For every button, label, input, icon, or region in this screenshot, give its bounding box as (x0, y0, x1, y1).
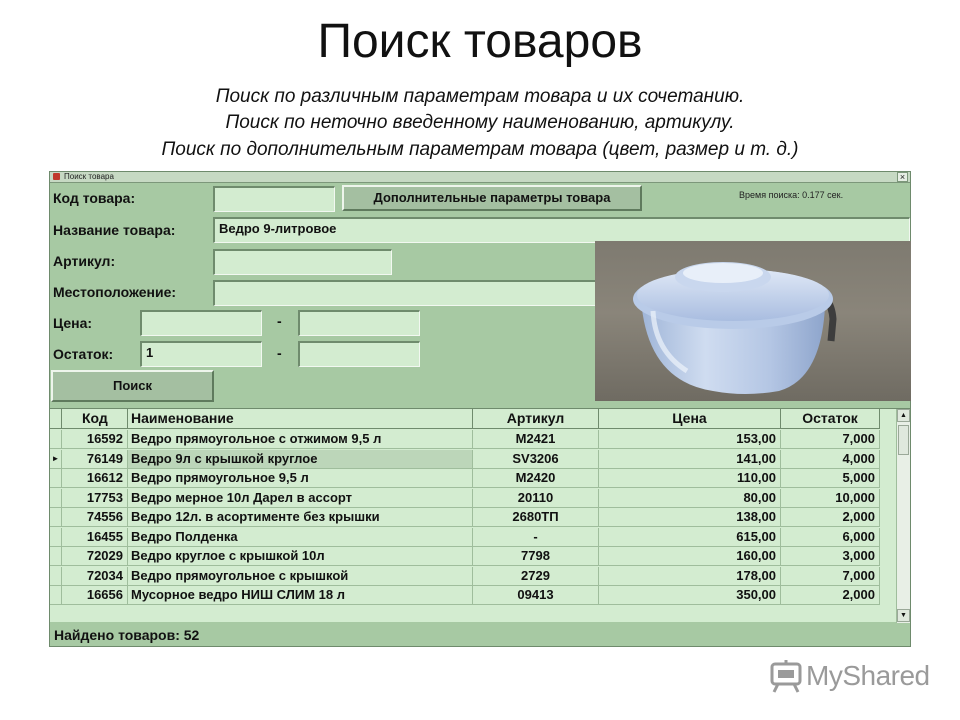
stock-from-field[interactable]: 1 (140, 341, 262, 367)
cell-article[interactable]: 2680ТП (473, 508, 599, 527)
cell-article[interactable]: M2420 (473, 469, 599, 488)
cell-code[interactable]: 16656 (62, 586, 128, 605)
cell-article[interactable]: - (473, 528, 599, 547)
cell-name[interactable]: Ведро прямоугольное с отжимом 9,5 л (128, 430, 473, 449)
cell-name[interactable]: Мусорное ведро НИШ СЛИМ 18 л (128, 586, 473, 605)
column-price-header[interactable]: Цена (599, 409, 781, 429)
cell-code[interactable]: 72029 (62, 547, 128, 566)
search-button[interactable]: Поиск (51, 370, 214, 402)
scrollbar-thumb[interactable] (898, 425, 909, 455)
code-field[interactable] (213, 186, 335, 212)
search-time: Время поиска: 0.177 сек. (739, 190, 844, 200)
cell-stock[interactable]: 2,000 (781, 508, 880, 527)
cell-price[interactable]: 350,00 (599, 586, 781, 605)
row-indicator[interactable] (50, 567, 62, 586)
cell-article[interactable]: SV3206 (473, 450, 599, 469)
stock-range-dash: - (277, 345, 282, 361)
column-name-header[interactable]: Наименование (128, 409, 473, 429)
app-icon (53, 173, 60, 180)
table-row[interactable] (50, 450, 880, 469)
myshared-logo (768, 656, 928, 696)
row-indicator[interactable] (50, 469, 62, 488)
row-indicator[interactable] (50, 528, 62, 547)
watermark-text: MyShared (806, 660, 930, 691)
slide-title: Поиск товаров (317, 15, 643, 68)
window-title: Поиск товара (64, 172, 114, 181)
article-field[interactable] (213, 249, 392, 275)
cell-stock[interactable]: 7,000 (781, 567, 880, 586)
cell-code[interactable]: 16592 (62, 430, 128, 449)
row-indicator[interactable] (50, 489, 62, 508)
row-indicator[interactable] (50, 508, 62, 527)
table-row[interactable] (50, 430, 880, 449)
cell-name[interactable]: Ведро прямоугольное 9,5 л (128, 469, 473, 488)
row-indicator[interactable] (50, 547, 62, 566)
cell-name[interactable]: Ведро мерное 10л Дарел в ассорт (128, 489, 473, 508)
stock-label: Остаток: (53, 346, 114, 362)
cell-price[interactable]: 153,00 (599, 430, 781, 449)
product-search-window (49, 171, 911, 647)
table-row[interactable] (50, 528, 880, 547)
column-code-header[interactable]: Код (62, 409, 128, 429)
name-label: Название товара: (53, 222, 176, 238)
cell-price[interactable]: 160,00 (599, 547, 781, 566)
location-field[interactable] (213, 280, 596, 306)
cell-code[interactable]: 74556 (62, 508, 128, 527)
row-pointer-icon[interactable]: ► (50, 450, 62, 469)
cell-name[interactable]: Ведро круглое с крышкой 10л (128, 547, 473, 566)
cell-stock[interactable]: 7,000 (781, 430, 880, 449)
product-photo (595, 241, 911, 401)
code-label: Код товара: (53, 190, 136, 206)
price-range-dash: - (277, 313, 282, 329)
cell-stock[interactable]: 3,000 (781, 547, 880, 566)
cell-stock[interactable]: 6,000 (781, 528, 880, 547)
scroll-down-icon[interactable]: ▼ (897, 609, 910, 622)
cell-article[interactable]: M2421 (473, 430, 599, 449)
cell-stock[interactable]: 5,000 (781, 469, 880, 488)
cell-article[interactable]: 2729 (473, 567, 599, 586)
cell-code[interactable]: 16612 (62, 469, 128, 488)
table-row[interactable] (50, 586, 880, 605)
cell-price[interactable]: 110,00 (599, 469, 781, 488)
cell-code[interactable]: 72034 (62, 567, 128, 586)
window-titlebar[interactable] (50, 172, 910, 183)
table-row[interactable] (50, 567, 880, 586)
close-icon[interactable]: × (897, 172, 908, 182)
price-from-field[interactable] (140, 310, 262, 336)
cell-stock[interactable]: 4,000 (781, 450, 880, 469)
stock-to-field[interactable] (298, 341, 420, 367)
cell-name[interactable]: Ведро Полденка (128, 528, 473, 547)
cell-price[interactable]: 138,00 (599, 508, 781, 527)
row-indicator[interactable] (50, 430, 62, 449)
presentation-board-icon (768, 658, 804, 694)
column-stock-header[interactable]: Остаток (781, 409, 880, 429)
table-row[interactable] (50, 489, 880, 508)
cell-name[interactable]: Ведро прямоугольное с крышкой (128, 567, 473, 586)
cell-article[interactable]: 09413 (473, 586, 599, 605)
grid-scrollbar[interactable] (896, 409, 910, 623)
cell-name[interactable]: Ведро 9л с крышкой круглое (128, 450, 473, 469)
location-label: Местоположение: (53, 284, 177, 300)
found-count-status: Найдено товаров: 52 (54, 627, 200, 643)
cell-code[interactable]: 17753 (62, 489, 128, 508)
table-row[interactable] (50, 547, 880, 566)
name-field[interactable]: Ведро 9-литровое (213, 217, 910, 243)
cell-code[interactable]: 16455 (62, 528, 128, 547)
table-row[interactable] (50, 469, 880, 488)
cell-stock[interactable]: 10,000 (781, 489, 880, 508)
price-to-field[interactable] (298, 310, 420, 336)
subtitle-line-2: Поиск по неточно введенному наименованию, артикулу. (225, 112, 735, 133)
grid-header (50, 409, 880, 429)
article-label: Артикул: (53, 253, 116, 269)
table-row[interactable] (50, 508, 880, 527)
results-grid (50, 408, 910, 622)
price-label: Цена: (53, 315, 93, 331)
scroll-up-icon[interactable]: ▲ (897, 409, 910, 422)
cell-price[interactable]: 141,00 (599, 450, 781, 469)
cell-article[interactable]: 7798 (473, 547, 599, 566)
subtitle-line-1: Поиск по различным параметрам товара и их сочетанию. (215, 86, 745, 107)
row-indicator[interactable] (50, 586, 62, 605)
cell-article[interactable]: 20110 (473, 489, 599, 508)
cell-price[interactable]: 178,00 (599, 567, 781, 586)
cell-price[interactable]: 615,00 (599, 528, 781, 547)
extra-params-button[interactable]: Дополнительные параметры товара (342, 185, 642, 211)
bucket-image (595, 241, 911, 401)
subtitle-line-3: Поиск по дополнительным параметрам товара (цвет, размер и т. д.) (161, 139, 799, 160)
column-article-header[interactable]: Артикул (473, 409, 599, 429)
cell-code[interactable]: 76149 (62, 450, 128, 469)
cell-price[interactable]: 80,00 (599, 489, 781, 508)
cell-name[interactable]: Ведро 12л. в асортименте без крышки (128, 508, 473, 527)
cell-stock[interactable]: 2,000 (781, 586, 880, 605)
grid-header-indicator (50, 409, 62, 429)
